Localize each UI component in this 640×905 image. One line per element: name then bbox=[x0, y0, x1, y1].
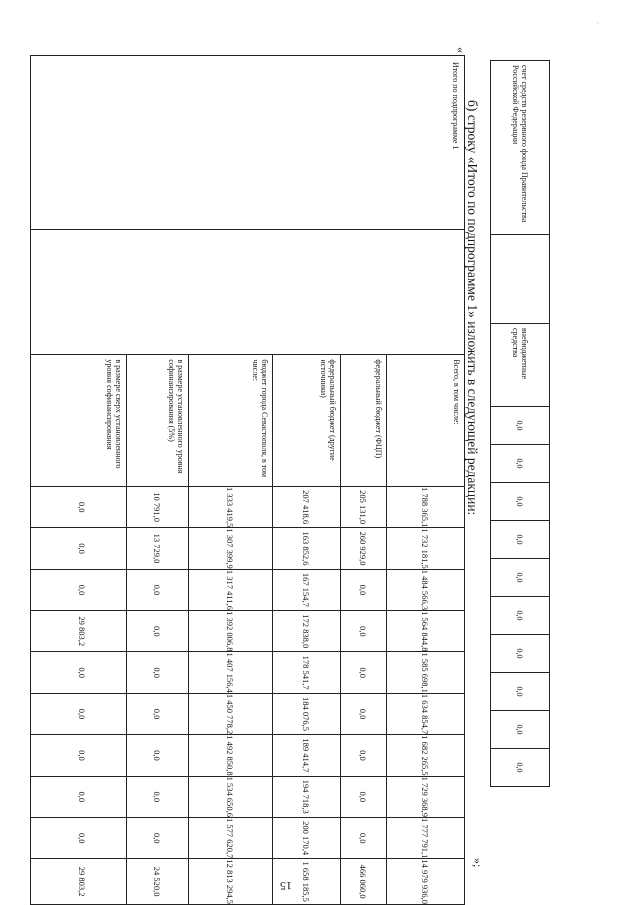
extrabudgetary-value: 0,0 bbox=[491, 407, 550, 445]
funding-value: 1 729 368,9 bbox=[386, 777, 464, 817]
funding-value: 0,0 bbox=[126, 777, 188, 817]
extrabudgetary-value: 0,0 bbox=[491, 521, 550, 559]
funding-value: 0,0 bbox=[340, 818, 386, 858]
reserve-fund-blank bbox=[491, 235, 550, 324]
funding-value: 1 317 411,6 bbox=[188, 570, 272, 610]
extrabudgetary-label: внебюджетные средства bbox=[491, 324, 550, 407]
funding-source-label: федеральный бюджет (ФЦП) bbox=[340, 355, 386, 486]
funding-value: 1 450 778,2 bbox=[188, 694, 272, 734]
extrabudgetary-value: 0,0 bbox=[491, 483, 550, 521]
quote-open: « bbox=[454, 47, 468, 53]
funding-value: 0,0 bbox=[126, 611, 188, 651]
funding-value: 205 131,0 bbox=[340, 487, 386, 527]
subprogram-total-label: Итого по подпрограмме 1 bbox=[31, 56, 465, 230]
funding-value: 0,0 bbox=[340, 735, 386, 775]
funding-value: 0,0 bbox=[77, 832, 88, 844]
extrabudgetary-value: 0,0 bbox=[491, 635, 550, 673]
funding-value: 0,0 bbox=[340, 611, 386, 651]
extrabudgetary-value: 0,0 bbox=[491, 597, 550, 635]
funding-value: 1 634 854,7 bbox=[386, 694, 464, 734]
funding-value: 24 520,0 bbox=[126, 859, 188, 904]
funding-value: 1 484 566,3 bbox=[386, 570, 464, 610]
reserve-fund-label: счет средств резервного фонда Правительства Российской Федерации bbox=[491, 61, 550, 235]
amendment-heading: б) строку «Итого по подпрограмме 1» изложить в следующей редакции: bbox=[465, 100, 480, 516]
year-value-column bbox=[31, 486, 465, 527]
funding-source-column bbox=[31, 355, 465, 487]
year-value-column bbox=[31, 528, 465, 569]
funding-value: 0,0 bbox=[340, 777, 386, 817]
year-value-column bbox=[31, 859, 465, 905]
funding-value: 1 534 650,6 bbox=[188, 777, 272, 817]
funding-value: 0,0 bbox=[77, 750, 88, 761]
funding-value: 172 838,0 bbox=[272, 611, 340, 651]
year-value-column bbox=[31, 611, 465, 652]
funding-value: 0,0 bbox=[77, 708, 88, 720]
funding-source-label: федеральный бюджет (другие источники) bbox=[272, 355, 340, 486]
funding-value: 1 585 698,1 bbox=[386, 652, 464, 692]
subprogram-total-blank bbox=[31, 229, 465, 355]
funding-value: 12 813 294,5 bbox=[188, 859, 272, 904]
funding-value: 0,0 bbox=[126, 735, 188, 775]
funding-value: 0,0 bbox=[77, 584, 88, 596]
reserve-fund-row bbox=[491, 61, 550, 787]
funding-value: 0,0 bbox=[340, 570, 386, 610]
funding-value: 1 658 185,5 bbox=[272, 859, 340, 904]
funding-value: 1 407 156,4 bbox=[188, 652, 272, 692]
funding-value: 29 803,2 bbox=[77, 616, 88, 647]
funding-value: 0,0 bbox=[126, 818, 188, 858]
funding-value: 184 076,5 bbox=[272, 694, 340, 734]
year-value-column bbox=[31, 776, 465, 817]
funding-source-label: бюджет города Севастополя, в том числе: bbox=[188, 355, 272, 486]
subprogram-total-row bbox=[31, 56, 465, 905]
funding-source-label: в размере установленного уровня софинансирования (5%) bbox=[126, 355, 188, 486]
year-value-column bbox=[31, 693, 465, 734]
funding-value: 14 979 936,0 bbox=[386, 859, 464, 904]
funding-value: 0,0 bbox=[77, 543, 88, 554]
extrabudgetary-value: 0,0 bbox=[491, 673, 550, 711]
funding-value: 0,0 bbox=[77, 501, 88, 513]
funding-source-label: в размере сверх установленного уровня софинансирования bbox=[104, 359, 123, 469]
funding-value: 1 392 006,8 bbox=[188, 611, 272, 651]
funding-value: 29 803,2 bbox=[77, 866, 88, 897]
funding-value: 10 791,0 bbox=[126, 487, 188, 527]
funding-value: 1 492 850,8 bbox=[188, 735, 272, 775]
year-value-column bbox=[31, 735, 465, 776]
funding-value: 1 577 620,7 bbox=[188, 818, 272, 858]
reserve-fund-table bbox=[490, 60, 550, 787]
year-value-column bbox=[31, 569, 465, 610]
funding-value: 207 418,6 bbox=[272, 487, 340, 527]
corner-mark: · bbox=[594, 22, 600, 24]
funding-value: 1 564 844,8 bbox=[386, 611, 464, 651]
quote-close: »; bbox=[471, 858, 485, 868]
funding-value: 1 732 181,5 bbox=[386, 528, 464, 568]
funding-value: 0,0 bbox=[77, 791, 88, 803]
funding-value: 0,0 bbox=[340, 652, 386, 692]
funding-value: 0,0 bbox=[126, 570, 188, 610]
funding-value: 0,0 bbox=[126, 694, 188, 734]
funding-value: 260 929,0 bbox=[340, 528, 386, 568]
funding-value: 200 170,4 bbox=[272, 818, 340, 858]
funding-value: 167 154,7 bbox=[272, 570, 340, 610]
funding-value: 1 333 419,5 bbox=[188, 487, 272, 527]
extrabudgetary-value: 0,0 bbox=[491, 711, 550, 749]
funding-value: 0,0 bbox=[340, 694, 386, 734]
funding-value: 466 060,0 bbox=[340, 859, 386, 904]
funding-value: 0,0 bbox=[77, 667, 88, 678]
year-value-column bbox=[31, 817, 465, 858]
funding-value: 1 777 791,1 bbox=[386, 818, 464, 858]
funding-value: 178 541,7 bbox=[272, 652, 340, 692]
funding-value: 163 852,6 bbox=[272, 528, 340, 568]
funding-value: 0,0 bbox=[126, 652, 188, 692]
page-number: 15 bbox=[280, 879, 292, 893]
extrabudgetary-value: 0,0 bbox=[491, 749, 550, 787]
funding-value: 1 307 399,9 bbox=[188, 528, 272, 568]
funding-value: 13 729,0 bbox=[126, 528, 188, 568]
funding-value: 1 682 265,5 bbox=[386, 735, 464, 775]
year-value-column bbox=[31, 652, 465, 693]
subprogram-total-table bbox=[30, 55, 465, 905]
funding-value: 194 718,3 bbox=[272, 777, 340, 817]
extrabudgetary-value: 0,0 bbox=[491, 445, 550, 483]
funding-source-label: Всего, в том числе: bbox=[386, 355, 464, 486]
funding-value: 189 414,7 bbox=[272, 735, 340, 775]
extrabudgetary-value: 0,0 bbox=[491, 559, 550, 597]
funding-value: 1 788 365,1 bbox=[386, 487, 464, 527]
